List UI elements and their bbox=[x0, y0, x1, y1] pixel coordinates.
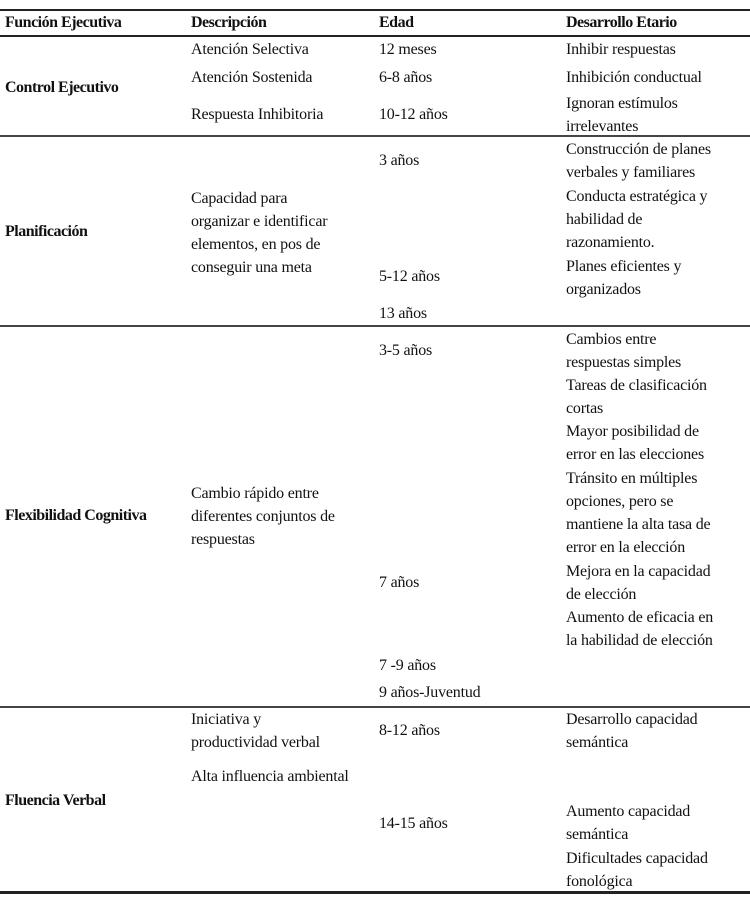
development: Mejora en la capacidad de elección bbox=[566, 563, 711, 603]
age: 8-12 años bbox=[379, 722, 440, 739]
development: Tareas de clasificación cortas bbox=[566, 377, 707, 417]
development: Cambios entre respuestas simples bbox=[566, 331, 682, 371]
function-name: Control Ejecutivo bbox=[5, 79, 119, 96]
development: Conducta estratégica y habilidad de razonamiento. bbox=[566, 188, 708, 251]
description: Iniciativa y productividad verbal bbox=[191, 711, 320, 751]
header-edad: Edad bbox=[379, 14, 414, 31]
age: 3 años bbox=[379, 152, 420, 169]
development: Dificultades capacidad fonológica bbox=[566, 850, 708, 890]
description: Atención Selectiva bbox=[191, 41, 309, 58]
age: 3-5 años bbox=[379, 342, 433, 359]
age: 7 años bbox=[379, 574, 420, 591]
age: 14-15 años bbox=[379, 815, 448, 832]
function-name: Flexibilidad Cognitiva bbox=[5, 507, 147, 524]
description: Respuesta Inhibitoria bbox=[191, 106, 324, 123]
age: 12 meses bbox=[379, 41, 437, 58]
development: Construcción de planes verbales y familiares bbox=[566, 141, 711, 181]
function-name: Fluencia Verbal bbox=[5, 792, 106, 809]
description: Capacidad para organizar e identificar elementos, en pos de conseguir una meta bbox=[191, 190, 328, 276]
age: 7 -9 años bbox=[379, 657, 436, 674]
row-divider bbox=[0, 325, 750, 327]
development: Tránsito en múltiples opciones, pero se mantiene la alta tasa de error en la elección bbox=[566, 470, 711, 556]
development: Desarrollo capacidad semántica bbox=[566, 711, 698, 751]
description: Cambio rápido entre diferentes conjuntos de respuestas bbox=[191, 485, 335, 548]
function-name: Planificación bbox=[5, 223, 88, 240]
age: 9 años-Juventud bbox=[379, 684, 481, 701]
development: Ignoran estímulos irrelevantes bbox=[566, 95, 678, 135]
development: Aumento capacidad semántica bbox=[566, 803, 691, 843]
development: Mayor posibilidad de error en las elecciones bbox=[566, 423, 704, 463]
development: Inhibir respuestas bbox=[566, 41, 676, 58]
description: Alta influencia ambiental bbox=[191, 768, 349, 785]
header-descripcion: Descripción bbox=[191, 14, 267, 31]
header-desarrollo: Desarrollo Etario bbox=[566, 14, 677, 31]
description: Atención Sostenida bbox=[191, 69, 313, 86]
header-funcion: Función Ejecutiva bbox=[5, 14, 122, 31]
age: 6-8 años bbox=[379, 69, 433, 86]
age: 10-12 años bbox=[379, 106, 448, 123]
development: Planes eficientes y organizados bbox=[566, 258, 682, 298]
age: 5-12 años bbox=[379, 268, 440, 285]
development: Inhibición conductual bbox=[566, 69, 702, 86]
header-rule bbox=[0, 35, 750, 37]
age: 13 años bbox=[379, 305, 427, 322]
development: Aumento de eficacia en la habilidad de elección bbox=[566, 609, 714, 649]
